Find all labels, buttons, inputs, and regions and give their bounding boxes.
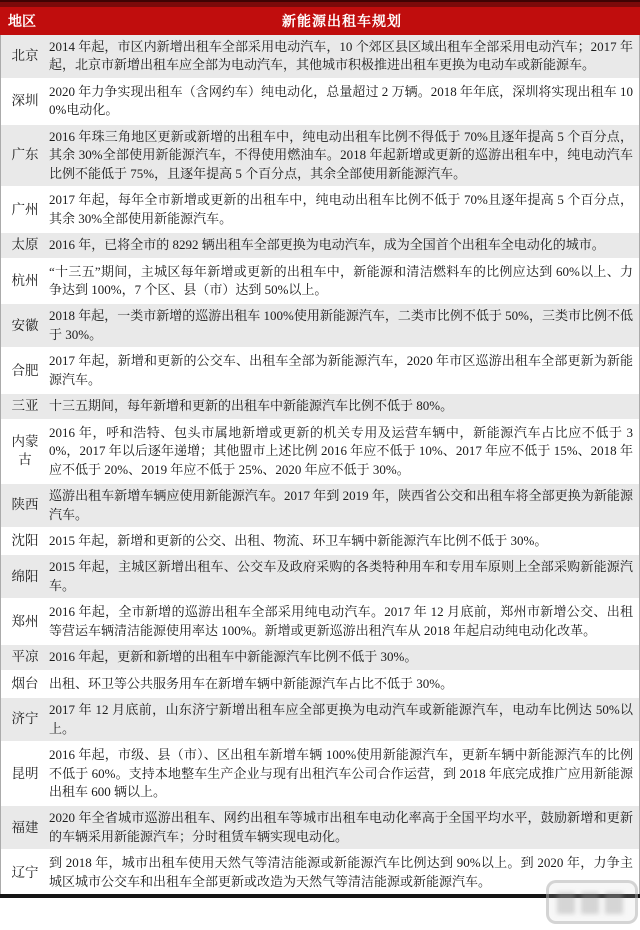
region-cell: 太原 bbox=[11, 237, 39, 253]
region-cell: 济宁 bbox=[11, 711, 39, 727]
plan-cell: 2017 年起，新增和更新的公交车、出租车全部为新能源汽车，2020 年市区巡游出租车全部更新为新能源汽车。 bbox=[49, 353, 633, 387]
table-row bbox=[1, 419, 639, 482]
table-row bbox=[1, 598, 639, 643]
region-cell: 沈阳 bbox=[11, 533, 39, 549]
table-row bbox=[1, 231, 639, 257]
plan-cell: 2016 年起，更新和新增的出租车中新能源汽车比例不低于 30%。 bbox=[49, 649, 418, 665]
table-row bbox=[1, 527, 639, 553]
plan-cell: 2020 年力争实现出租车（含网约车）纯电动化，总量超过 2 万辆。2018 年年底，深圳将实现出租车 100%电动化。 bbox=[49, 83, 633, 118]
table-row bbox=[1, 302, 639, 347]
plan-cell: 十三五期间，每年新增和更新的出租车中新能源汽车比例不低于 80%。 bbox=[49, 398, 454, 414]
table-row bbox=[1, 849, 639, 894]
table-row bbox=[1, 392, 639, 418]
region-cell: 绵阳 bbox=[11, 568, 39, 584]
header-cell-region: 地区 bbox=[8, 15, 36, 30]
plan-cell: “十三五”期间，主城区每年新增或更新的出租车中，新能源和清洁燃料车的比例应达到 60%以上、力争达到 100%，7 个区、县（市）达到 50%以上。 bbox=[49, 263, 633, 297]
plan-cell: 出租、环卫等公共服务用车在新增车辆中新能源汽车占比不低于 30%。 bbox=[49, 675, 454, 691]
table-row bbox=[1, 696, 639, 741]
table-row bbox=[1, 186, 639, 231]
region-cell: 杭州 bbox=[11, 272, 39, 288]
region-cell: 广州 bbox=[11, 201, 39, 217]
region-cell: 深圳 bbox=[11, 93, 39, 109]
region-cell: 平凉 bbox=[11, 649, 39, 665]
table-row bbox=[1, 741, 639, 804]
table-row bbox=[1, 553, 639, 598]
region-cell: 合肥 bbox=[11, 362, 39, 378]
plan-cell: 2016 年起，全市新增的巡游出租车全部采用纯电动汽车。2017 年 12 月底前，郑州市新增公交、出租等营运车辆清洁能源使用率达 100%。新增或更新巡游出租汽车从 2018 年起启动纯电动化改革。 bbox=[49, 604, 633, 638]
plan-cell: 巡游出租车新增车辆应使用新能源汽车。2017 年到 2019 年，陕西省公交和出租车将全部更换为新能源汽车。 bbox=[49, 488, 633, 522]
plan-cell: 2016 年起，市级、县（市）、区出租车新增车辆 100%使用新能源汽车，更新车辆中新能源汽车的比例不低于 60%。支持本地整车生产企业与现有出租汽车公司合作运营，到 2018 年底完成推广应用新能源出租车 600 辆以上。 bbox=[49, 747, 633, 799]
plan-cell: 2016 年，呼和浩特、包头市属地新增或更新的机关专用及运营车辆中，新能源汽车占比应不低于 30%，2017 年以后逐年递增；其他盟市上述比例 2016 年应不低于 10%、2017 年应不低于 15%、2018 年应不低于 20%、2019 年应不低于 25%、2020 年应不低于 30%。 bbox=[49, 424, 633, 477]
plan-cell: 2018 年起，一类市新增的巡游出租车 100%使用新能源汽车，二类市比例不低于 50%，三类市比例不低于 30%。 bbox=[49, 308, 633, 342]
table-body bbox=[0, 35, 640, 894]
table-row bbox=[1, 78, 639, 123]
region-cell: 福建 bbox=[11, 819, 39, 835]
header-cell-plan: 新能源出租车规划 bbox=[282, 15, 402, 30]
plan-cell: 2014 年起，市区内新增出租车全部采用电动汽车，10 个郊区县区域出租车全部采用电动汽车；2017 年起，北京市新增出租车应全部为电动汽车，其他城市积极推进出租车更换为电动车或新能源车。 bbox=[49, 39, 633, 73]
table-row bbox=[1, 804, 639, 849]
region-cell: 辽宁 bbox=[11, 864, 39, 880]
plan-cell: 2020 年全省城市巡游出租车、网约出租车等城市出租车电动化率高于全国平均水平，鼓励新增和更新的车辆采用新能源汽车；分时租赁车辆实现电动化。 bbox=[49, 810, 633, 844]
table-row bbox=[1, 258, 639, 303]
region-cell: 三亚 bbox=[11, 398, 39, 414]
plan-cell: 2017 年 12 月底前，山东济宁新增出租车应全部更换为电动汽车或新能源汽车，电动车比例达 50%以上。 bbox=[49, 702, 633, 736]
plan-cell: 2016 年，已将全市的 8292 辆出租车全部更换为电动汽车，成为全国首个出租车全电动化的城市。 bbox=[49, 237, 605, 253]
table-row bbox=[1, 482, 639, 527]
plan-cell: 2017 年起，每年全市新增或更新的出租车中，纯电动出租车比例不低于 70%且逐年提高 5 个百分点，其余 30%全部使用新能源汽车。 bbox=[49, 192, 633, 226]
region-cell: 内蒙古 bbox=[11, 434, 39, 468]
plan-cell: 2015 年起，新增和更新的公交、出租、物流、环卫车辆中新能源汽车比例不低于 30%。 bbox=[49, 532, 548, 548]
region-cell: 北京 bbox=[11, 48, 39, 64]
region-cell: 昆明 bbox=[11, 765, 39, 781]
table-row bbox=[1, 670, 639, 696]
region-cell: 郑州 bbox=[11, 613, 39, 629]
table-row bbox=[1, 123, 639, 186]
table-bottom-border bbox=[0, 894, 640, 898]
plan-cell: 2015 年起，主城区新增出租车、公交车及政府采购的各类特种用车和专用车原则上全部采购新能源汽车。 bbox=[49, 559, 633, 593]
plan-cell: 到 2018 年，城市出租车使用天然气等清洁能源或新能源汽车比例达到 90%以上。到 2020 年，力争主城区城市公交车和出租车全部更新或改造为天然气等清洁能源或新能源汽车。 bbox=[49, 855, 633, 889]
region-cell: 广东 bbox=[11, 147, 39, 163]
plan-cell: 2016 年珠三角地区更新或新增的出租车中，纯电动出租车比例不得低于 70%且逐年提高 5 个百分点，其余 30%全部使用新能源汽车，不得使用燃油车。2018 年起新增或更新的巡游出租车中，纯电动汽车比例不能低于 75%，且逐年提高 5 个百分点，其余全部使用新能源汽车。 bbox=[49, 128, 633, 181]
region-cell: 陕西 bbox=[11, 497, 39, 513]
table-row bbox=[1, 347, 639, 392]
table-top-border bbox=[0, 0, 640, 7]
region-cell: 安徽 bbox=[11, 317, 39, 333]
region-cell: 烟台 bbox=[11, 675, 39, 691]
table-row bbox=[1, 643, 639, 669]
table-header-row bbox=[0, 7, 640, 35]
table-row bbox=[1, 35, 639, 78]
